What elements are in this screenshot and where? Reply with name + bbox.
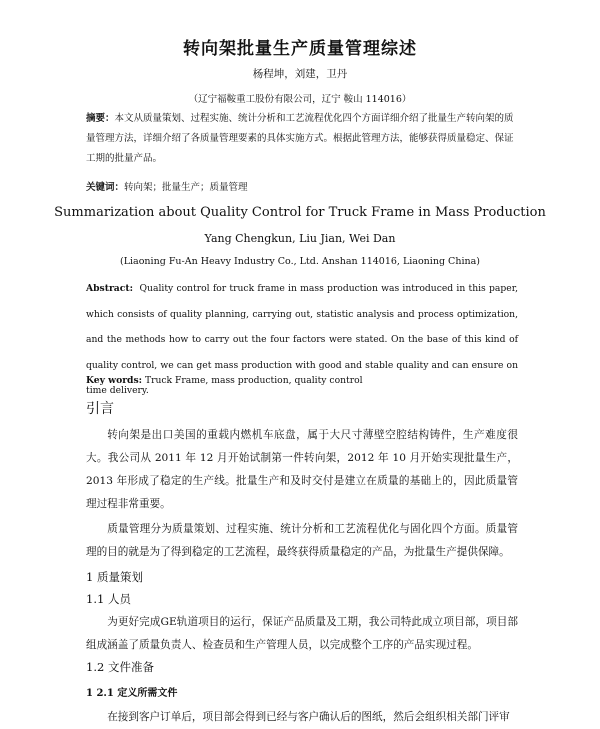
keywords-zh bbox=[86, 178, 518, 198]
keywords-zh-label: 关键词： bbox=[86, 182, 125, 193]
affiliation-zh: （辽宁福鞍重工股份有限公司，辽宁 鞍山 114016） bbox=[188, 94, 412, 105]
abstract-zh-text: 本文从质量策划、过程实施、统计分析和工艺流程优化四个方面详细介绍了批量生产转向架的质量管理方法，详细介绍了各质量管理要素的具体实施方式。根据此管理方法，能够获得质量稳定、保证工期的批量产品。 bbox=[86, 113, 514, 164]
keywords-en-text: Truck Frame, mass production, quality control bbox=[144, 375, 363, 386]
abstract-zh bbox=[86, 109, 518, 169]
authors-zh: 杨程坤，刘建，卫丹 bbox=[252, 68, 348, 80]
abstract-en-text: Quality control for truck frame in mass production was introduced in this paper, which consists of quality planning, carrying out, statistic analysis and process optimization, and the methods how to carry out the four factors were stated. On the base of this kind of quality control, we can get mass production with good and stable quality and can ensure on time delivery. bbox=[86, 283, 519, 396]
paper-title-zh: 转向架批量生产质量管理综述 bbox=[183, 39, 417, 59]
paper-title-en: Summarization about Quality Control for Truck Frame in Mass Production bbox=[54, 205, 546, 220]
keywords-zh-text: 转向架；批量生产；质量管理 bbox=[124, 182, 248, 193]
affiliation-en: (Liaoning Fu-An Heavy Industry Co., Ltd. Anshan 114016, Liaoning China) bbox=[120, 256, 480, 267]
keywords-en bbox=[86, 371, 518, 391]
section-heading-1-1: 1.1 人员 bbox=[86, 592, 131, 606]
abstract-zh-label: 摘要： bbox=[86, 113, 115, 124]
section-heading-1: 1 质量策划 bbox=[86, 570, 143, 584]
keywords-en-label: Key words: bbox=[86, 375, 143, 386]
section-1-1-paragraph: 为更好完成GE轨道项目的运行，保证产品质量及工期，我公司特此成立项目部，项目部组成涵盖了质量负责人、检查员和生产管理人员，以完成整个工序的产品实现过程。 bbox=[86, 616, 518, 651]
intro-paragraph-2: 质量管理分为质量策划、过程实施、统计分析和工艺流程优化与固化四个方面。质量管理的目的就是为了得到稳定的工艺流程，最终获得质量稳定的产品，为批量生产提供保障。 bbox=[86, 523, 518, 558]
authors-en: Yang Chengkun, Liu Jian, Wei Dan bbox=[204, 232, 396, 245]
section-heading-intro: 引言 bbox=[86, 401, 114, 417]
section-heading-1-2-1: 1 2.1 定义所需文件 bbox=[86, 688, 178, 699]
section-1-2-1-paragraph: 在接到客户订单后，项目部会得到已经与客户确认后的图纸，然后会组织相关部门评审 bbox=[107, 711, 510, 723]
section-heading-1-2: 1.2 文件准备 bbox=[86, 660, 154, 674]
abstract-en-label: Abstract: bbox=[86, 283, 133, 294]
intro-paragraph-1: 转向架是出口美国的重载内燃机车底盘，属于大尺寸薄壁空腔结构铸件，生产难度很大。我公司从 2011 年 12 月开始试制第一件转向架，2012 年 10 月开始实现批量生产，2013 年形成了稳定的生产线。批量生产和及时交付是建立在质量的基础上的，因此质量管理过程非常重要。 bbox=[86, 429, 518, 510]
